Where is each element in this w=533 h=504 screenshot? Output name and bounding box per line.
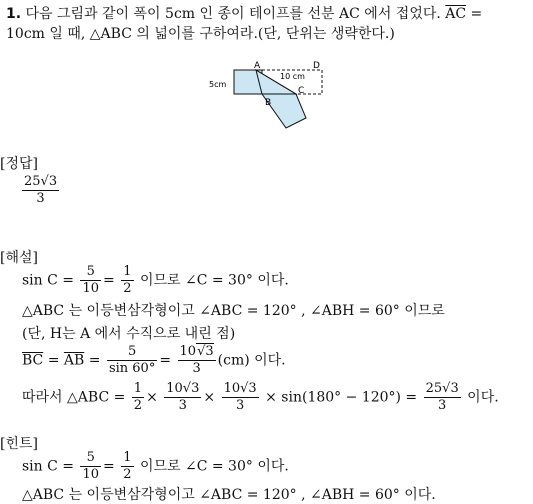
solution-line-1: sin C = $\frac{5}{10}$ = $\frac{1}{2}$ 이므로 ∠C = 30° 이다.	[22, 264, 289, 296]
label-b: B	[265, 98, 272, 108]
answer-denominator: 3	[36, 191, 45, 206]
problem-line-2: 10cm 일 때, △ABC 의 넓이를 구하여라.(단, 단위는 생략한다.)	[6, 26, 395, 42]
label-10cm: 10 cm	[280, 72, 305, 81]
answer-heading: [정답]	[0, 156, 38, 172]
solution-line-5-suffix: 이다.	[462, 389, 499, 406]
solution-line-5: 따라서 △ABC = $\frac{1}{2}$ × $\frac{10√3}{3}$ × $\frac{10√3}{3}$ × sin(180° − 120°) = $\frac{25√3}{3}$ 이다.	[22, 381, 499, 413]
problem-line-1	[6, 4, 482, 24]
answer-value	[20, 174, 61, 207]
problem-statement	[6, 4, 482, 44]
segment-ac: $\overline{AC}$	[445, 6, 467, 22]
label-a: A	[254, 61, 261, 71]
solution-line-5-prefix: 따라서 △ABC =	[22, 389, 126, 406]
solution-line-2: △ABC 는 이등변삼각형이고 ∠ABC = 120° , ∠ABH = 60° 이므로	[22, 303, 445, 319]
solution-line-4: $\overline{BC} = \overline{AB}$ = $\frac{5}{\sin 60^\circ}$ = $\frac{10√3}{3}$ (cm) 이다.	[22, 344, 286, 376]
problem-text-1b: =	[466, 6, 483, 22]
problem-number: 1.	[6, 6, 22, 22]
problem-text-1a: 다음 그림과 같이 폭이 5cm 인 종이 테이프를 선분 AC 에서 접었다.	[25, 6, 446, 22]
label-d: D	[313, 61, 320, 71]
solution-line-4-text: (cm) 이다.	[217, 352, 286, 369]
tape-fold-figure	[200, 58, 335, 130]
label-c: C	[298, 86, 305, 96]
solution-heading: [해설]	[0, 250, 38, 266]
hint-heading: [힌트]	[0, 436, 38, 452]
hint-line-1-text: 이므로 ∠C = 30° 이다.	[139, 458, 289, 475]
solution-line-1-text: 이므로 ∠C = 30° 이다.	[139, 272, 289, 289]
hint-line-1: sin C = $\frac{5}{10}$ = $\frac{1}{2}$ 이므로 ∠C = 30° 이다.	[22, 450, 289, 482]
hint-line-2: △ABC 는 이등변삼각형이고 ∠ABC = 120° , ∠ABH = 60° 이다.	[22, 487, 436, 503]
solution-line-3: (단, H는 A 에서 수직으로 내린 점)	[22, 326, 236, 342]
answer-numerator: 25√3	[24, 174, 58, 189]
label-5cm: 5cm	[209, 80, 227, 89]
solution-line-5-mid: × sin(180° − 120°) =	[265, 389, 418, 406]
